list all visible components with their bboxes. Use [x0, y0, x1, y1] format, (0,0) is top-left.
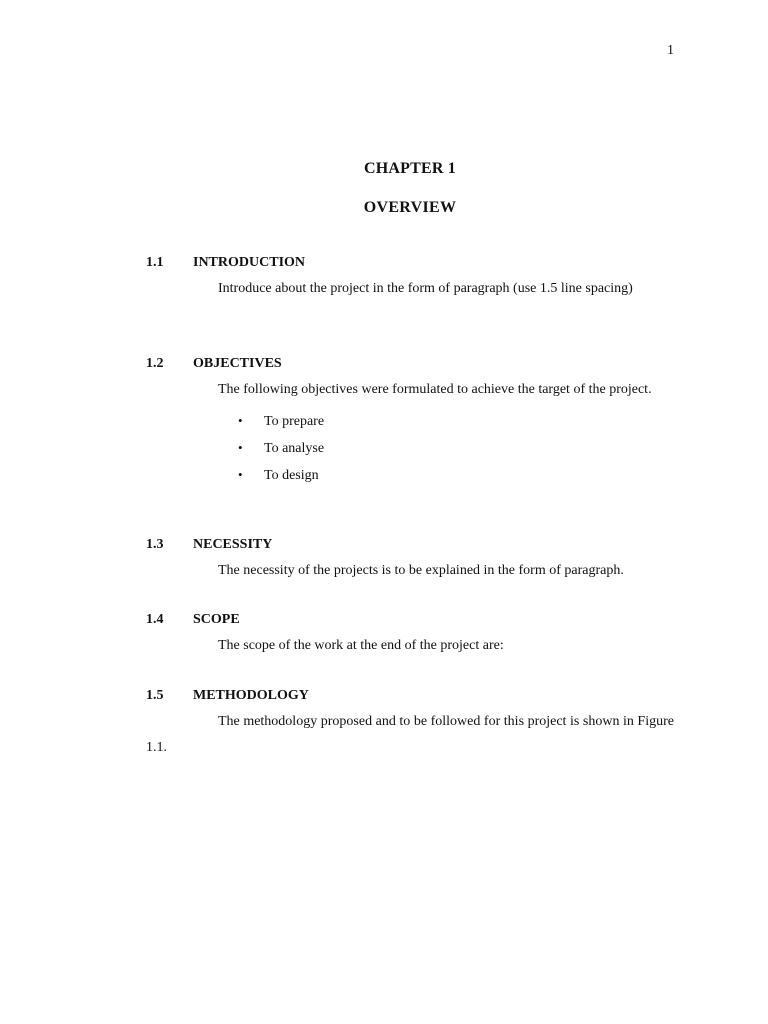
- bullet-icon: •: [238, 440, 243, 455]
- section-title: INTRODUCTION: [193, 255, 306, 270]
- section-objectives: [146, 353, 674, 488]
- section-number: 1.1: [146, 255, 164, 270]
- list-item: [238, 461, 674, 488]
- chapter-title: CHAPTER 1: [363, 160, 457, 177]
- section-scope: [146, 609, 674, 659]
- objectives-list: [146, 407, 674, 488]
- section-introduction: [146, 252, 674, 302]
- bullet-icon: •: [238, 467, 243, 482]
- bullet-icon: •: [238, 413, 243, 428]
- section-number: 1.4: [146, 612, 164, 627]
- section-paragraph: The methodology proposed and to be followed for this project is shown in Figure 1.1.: [146, 714, 674, 755]
- list-item-text: To analyse: [264, 441, 325, 456]
- list-item: [238, 407, 674, 434]
- section-necessity: [146, 534, 674, 584]
- chapter-subtitle: OVERVIEW: [363, 199, 457, 216]
- section-paragraph: The following objectives were formulated to achieve the target of the project.: [218, 382, 652, 397]
- section-number: 1.5: [146, 688, 164, 703]
- section-heading: [146, 534, 674, 556]
- section-paragraph: The scope of the work at the end of the project are:: [218, 638, 504, 653]
- page-number: 1: [667, 43, 674, 58]
- section-title: OBJECTIVES: [193, 356, 282, 371]
- section-methodology: [146, 685, 674, 761]
- section-paragraph: Introduce about the project in the form of paragraph (use 1.5 line spacing): [218, 281, 633, 296]
- section-number: 1.2: [146, 356, 164, 371]
- section-heading: [146, 252, 674, 274]
- section-heading: [146, 353, 674, 375]
- section-title: METHODOLOGY: [193, 688, 309, 703]
- list-item-text: To prepare: [264, 414, 325, 429]
- list-item-text: To design: [264, 468, 319, 483]
- section-title: SCOPE: [193, 612, 240, 627]
- list-item: [238, 434, 674, 461]
- section-title: NECESSITY: [193, 537, 273, 552]
- section-number: 1.3: [146, 537, 164, 552]
- section-heading: [146, 685, 674, 707]
- section-paragraph: The necessity of the projects is to be explained in the form of paragraph.: [218, 563, 624, 578]
- section-heading: [146, 609, 674, 631]
